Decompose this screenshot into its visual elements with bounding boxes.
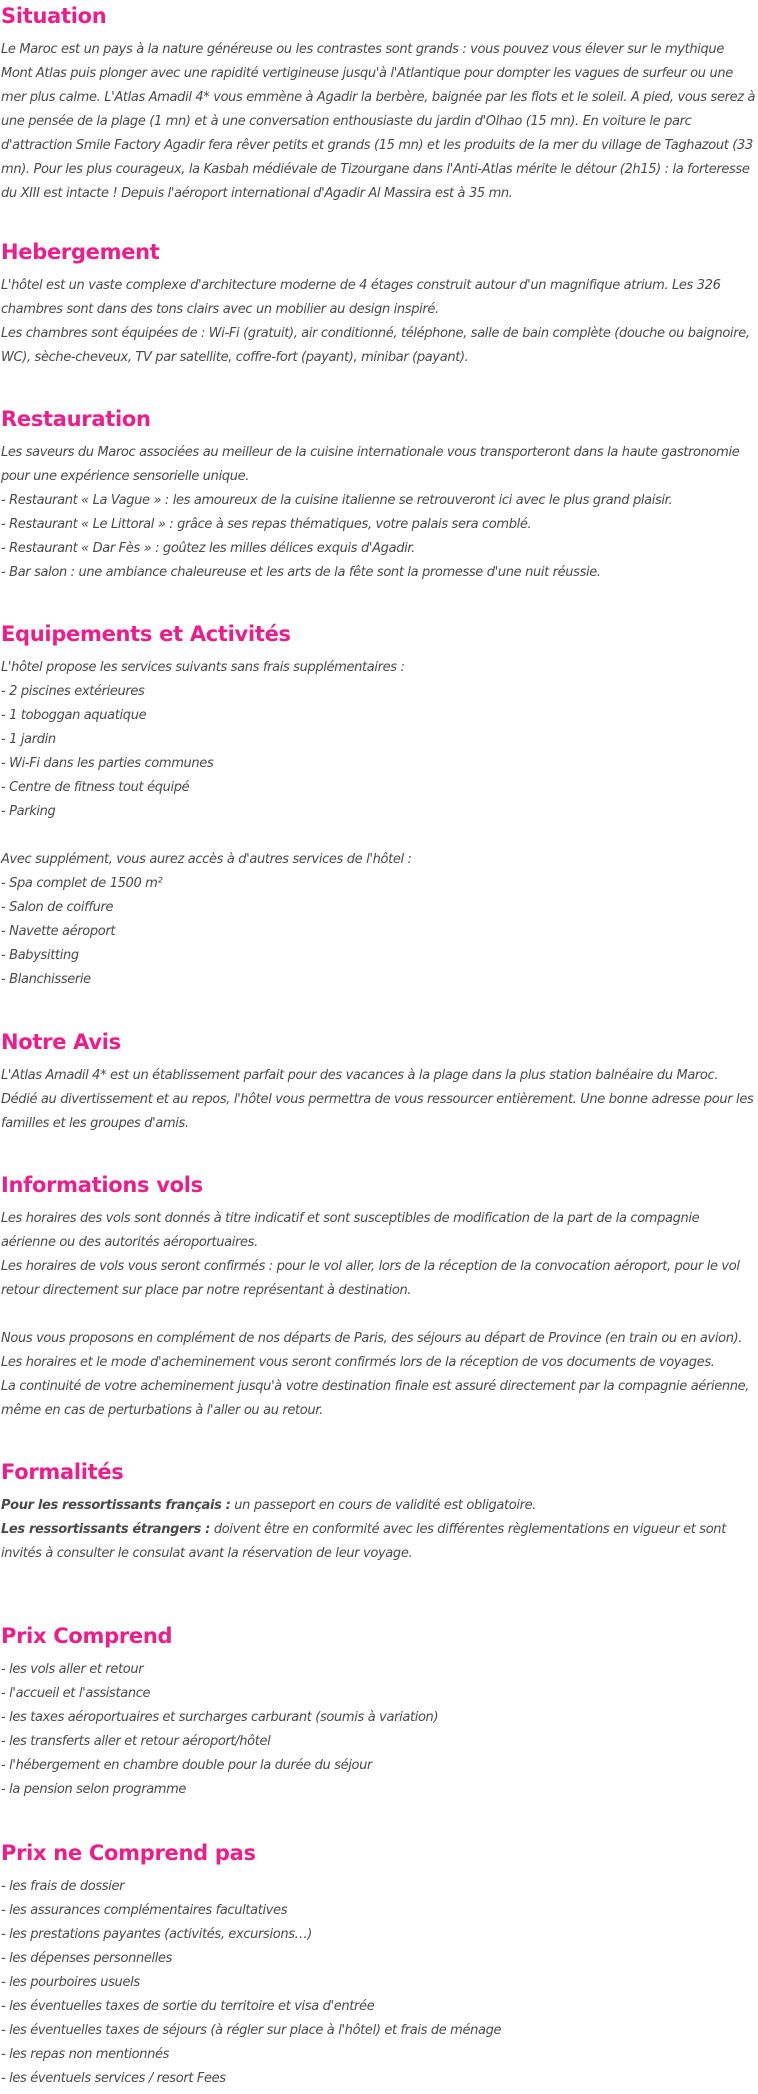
vols-p1: Les horaires des vols sont donnés à titre indicatif et sont susceptibles de modification de la part de la compagnie aérienne ou des autorités aéroportuaires. — [1, 1211, 700, 1250]
section-prix-ne-comprend — [1, 1839, 757, 2091]
section-equipements — [1, 620, 757, 992]
section-title-situation: Situation — [1, 4, 107, 28]
section-avis — [1, 1028, 757, 1136]
list-item: - 1 jardin — [1, 732, 56, 747]
section-title-equipements: Equipements et Activités — [1, 622, 291, 646]
section-formalites — [1, 1458, 757, 1566]
section-vols — [1, 1171, 757, 1423]
list-item: - les éventuelles taxes de sortie du territoire et visa d'entrée — [1, 1999, 375, 2014]
list-item: - Parking — [1, 804, 56, 819]
list-item: - les transferts aller et retour aéroport/hôtel — [1, 1734, 271, 1749]
formalites-et-label: Les ressortissants étrangers : — [1, 1522, 211, 1537]
situation-text: Le Maroc est un pays à la nature généreuse ou les contrastes sont grands : vous pouvez vous élever sur le mythique Mont Atlas puis plonger avec une rapidité vertigineuse jusqu'à l'Atlantique pour dompter les vagues de surfeur ou une mer plus calme. L'Atlas Amadil 4* vous emmène à Agadir la berbère, baignée par les flots et le soleil. A pied, vous serez à une pensée de la plage (1 mn) et à une conversation enthousiaste du jardin d'Olhao (15 mn). En voiture le parc d'attraction Smile Factory Agadir fera rêver petits et grands (15 mn) et les produits de la mer du village de Taghazout (33 mn). Pour les plus courageux, la Kasbah médiévale de Tizourgane dans l'Anti-Atlas mérite le détour (2h15) : la forteresse du XIII est intacte ! Depuis l'aéroport international d'Agadir Al Massira est à 35 mn. — [1, 42, 756, 201]
vols-p5: La continuité de votre acheminement jusqu'à votre destination finale est assuré directement par la compagnie aérienne, même en cas de perturbations à l'aller ou au retour. — [1, 1379, 750, 1418]
list-item: - Wi-Fi dans les parties communes — [1, 756, 214, 771]
formalites-etrangers — [1, 1518, 757, 1566]
restauration-intro: Les saveurs du Maroc associées au meilleur de la cuisine internationale vous transporteront dans la haute gastronomie pour une expérience sensorielle unique. — [1, 445, 740, 484]
formalites-et-text: doivent être en conformité avec les différentes règlementations en vigueur et sont invités à consulter le consulat avant la réservation de leur voyage. — [1, 1522, 726, 1561]
list-item: - les éventuelles taxes de séjours (à régler sur place à l'hôtel) et frais de ménage — [1, 2023, 502, 2038]
avis-text: L'Atlas Amadil 4* est un établissement parfait pour des vacances à la plage dans la plus station balnéaire du Maroc. Dédié au divertissement et au repos, l'hôtel vous permettra de vous ressourcer entièrement. Une bonne adresse pour les familles et les groupes d'amis. — [1, 1068, 754, 1131]
section-title-prix-comprend: Prix Comprend — [1, 1624, 173, 1648]
formalites-fr — [1, 1494, 757, 1518]
list-item: - les dépenses personnelles — [1, 1951, 173, 1966]
hebergement-p2: Les chambres sont équipées de : Wi-Fi (gratuit), air conditionné, téléphone, salle de bain complète (douche ou baignoire, WC), sèche-cheveux, TV par satellite, coffre-fort (payant), minibar (payant). — [1, 326, 750, 365]
section-title-restauration: Restauration — [1, 407, 151, 431]
list-item: - Restaurant « Dar Fès » : goûtez les milles délices exquis d'Agadir. — [1, 541, 415, 556]
list-item: - Navette aéroport — [1, 924, 116, 939]
list-item: - Centre de fitness tout équipé — [1, 780, 190, 795]
section-title-formalites: Formalités — [1, 1460, 124, 1484]
list-item: - Restaurant « La Vague » : les amoureux de la cuisine italienne se retrouveront ici avec le plus grand plaisir. — [1, 493, 673, 508]
list-item: - les prestations payantes (activités, excursions…) — [1, 1927, 313, 1942]
spacer — [1, 824, 757, 848]
list-item: - les assurances complémentaires facultatives — [1, 1903, 288, 1918]
list-item: - Bar salon : une ambiance chaleureuse et les arts de la fête sont la promesse d'une nuit réussie. — [1, 565, 601, 580]
section-title-prix-ne-comprend: Prix ne Comprend pas — [1, 1841, 256, 1865]
section-hebergement — [1, 238, 757, 370]
equipements-paid-intro: Avec supplément, vous aurez accès à d'autres services de l'hôtel : — [1, 852, 412, 867]
section-title-avis: Notre Avis — [1, 1030, 121, 1054]
list-item: - 1 toboggan aquatique — [1, 708, 147, 723]
section-title-vols: Informations vols — [1, 1173, 203, 1197]
list-item: - les vols aller et retour — [1, 1662, 144, 1677]
hebergement-p1: L'hôtel est un vaste complexe d'architecture moderne de 4 étages construit autour d'un magnifique atrium. Les 326 chambres sont dans des tons clairs avec un mobilier au design inspiré. — [1, 278, 721, 317]
list-item: - les repas non mentionnés — [1, 2047, 170, 2062]
list-item: - les éventuels services / resort Fees — [1, 2071, 226, 2086]
list-item: - les taxes aéroportuaires et surcharges carburant (soumis à variation) — [1, 1710, 439, 1725]
vols-p4: Les horaires et le mode d'acheminement vous seront confirmés lors de la réception de vos documents de voyages. — [1, 1355, 715, 1370]
section-situation — [1, 2, 757, 206]
list-item: - l'accueil et l'assistance — [1, 1686, 151, 1701]
equipements-intro: L'hôtel propose les services suivants sans frais supplémentaires : — [1, 660, 405, 675]
section-title-hebergement: Hebergement — [1, 240, 160, 264]
list-item: - les pourboires usuels — [1, 1975, 140, 1990]
formalites-fr-label: Pour les ressortissants français : — [1, 1498, 231, 1513]
section-prix-comprend — [1, 1622, 757, 1802]
list-item: - Blanchisserie — [1, 972, 91, 987]
spacer — [1, 1303, 757, 1327]
list-item: - l'hébergement en chambre double pour la durée du séjour — [1, 1758, 372, 1773]
section-restauration — [1, 405, 757, 585]
list-item: - 2 piscines extérieures — [1, 684, 145, 699]
list-item: - Salon de coiffure — [1, 900, 114, 915]
list-item: - les frais de dossier — [1, 1879, 125, 1894]
list-item: - la pension selon programme — [1, 1782, 187, 1797]
list-item: - Spa complet de 1500 m² — [1, 876, 163, 891]
vols-p2: Les horaires de vols vous seront confirmés : pour le vol aller, lors de la réception de la convocation aéroport, pour le vol retour directement sur place par notre représentant à destination. — [1, 1259, 740, 1298]
list-item: - Restaurant « Le Littoral » : grâce à ses repas thématiques, votre palais sera comblé. — [1, 517, 532, 532]
list-item: - Babysitting — [1, 948, 79, 963]
vols-p3: Nous vous proposons en complément de nos départs de Paris, des séjours au départ de Province (en train ou en avion). — [1, 1331, 743, 1346]
formalites-fr-text: un passeport en cours de validité est obligatoire. — [230, 1498, 537, 1513]
